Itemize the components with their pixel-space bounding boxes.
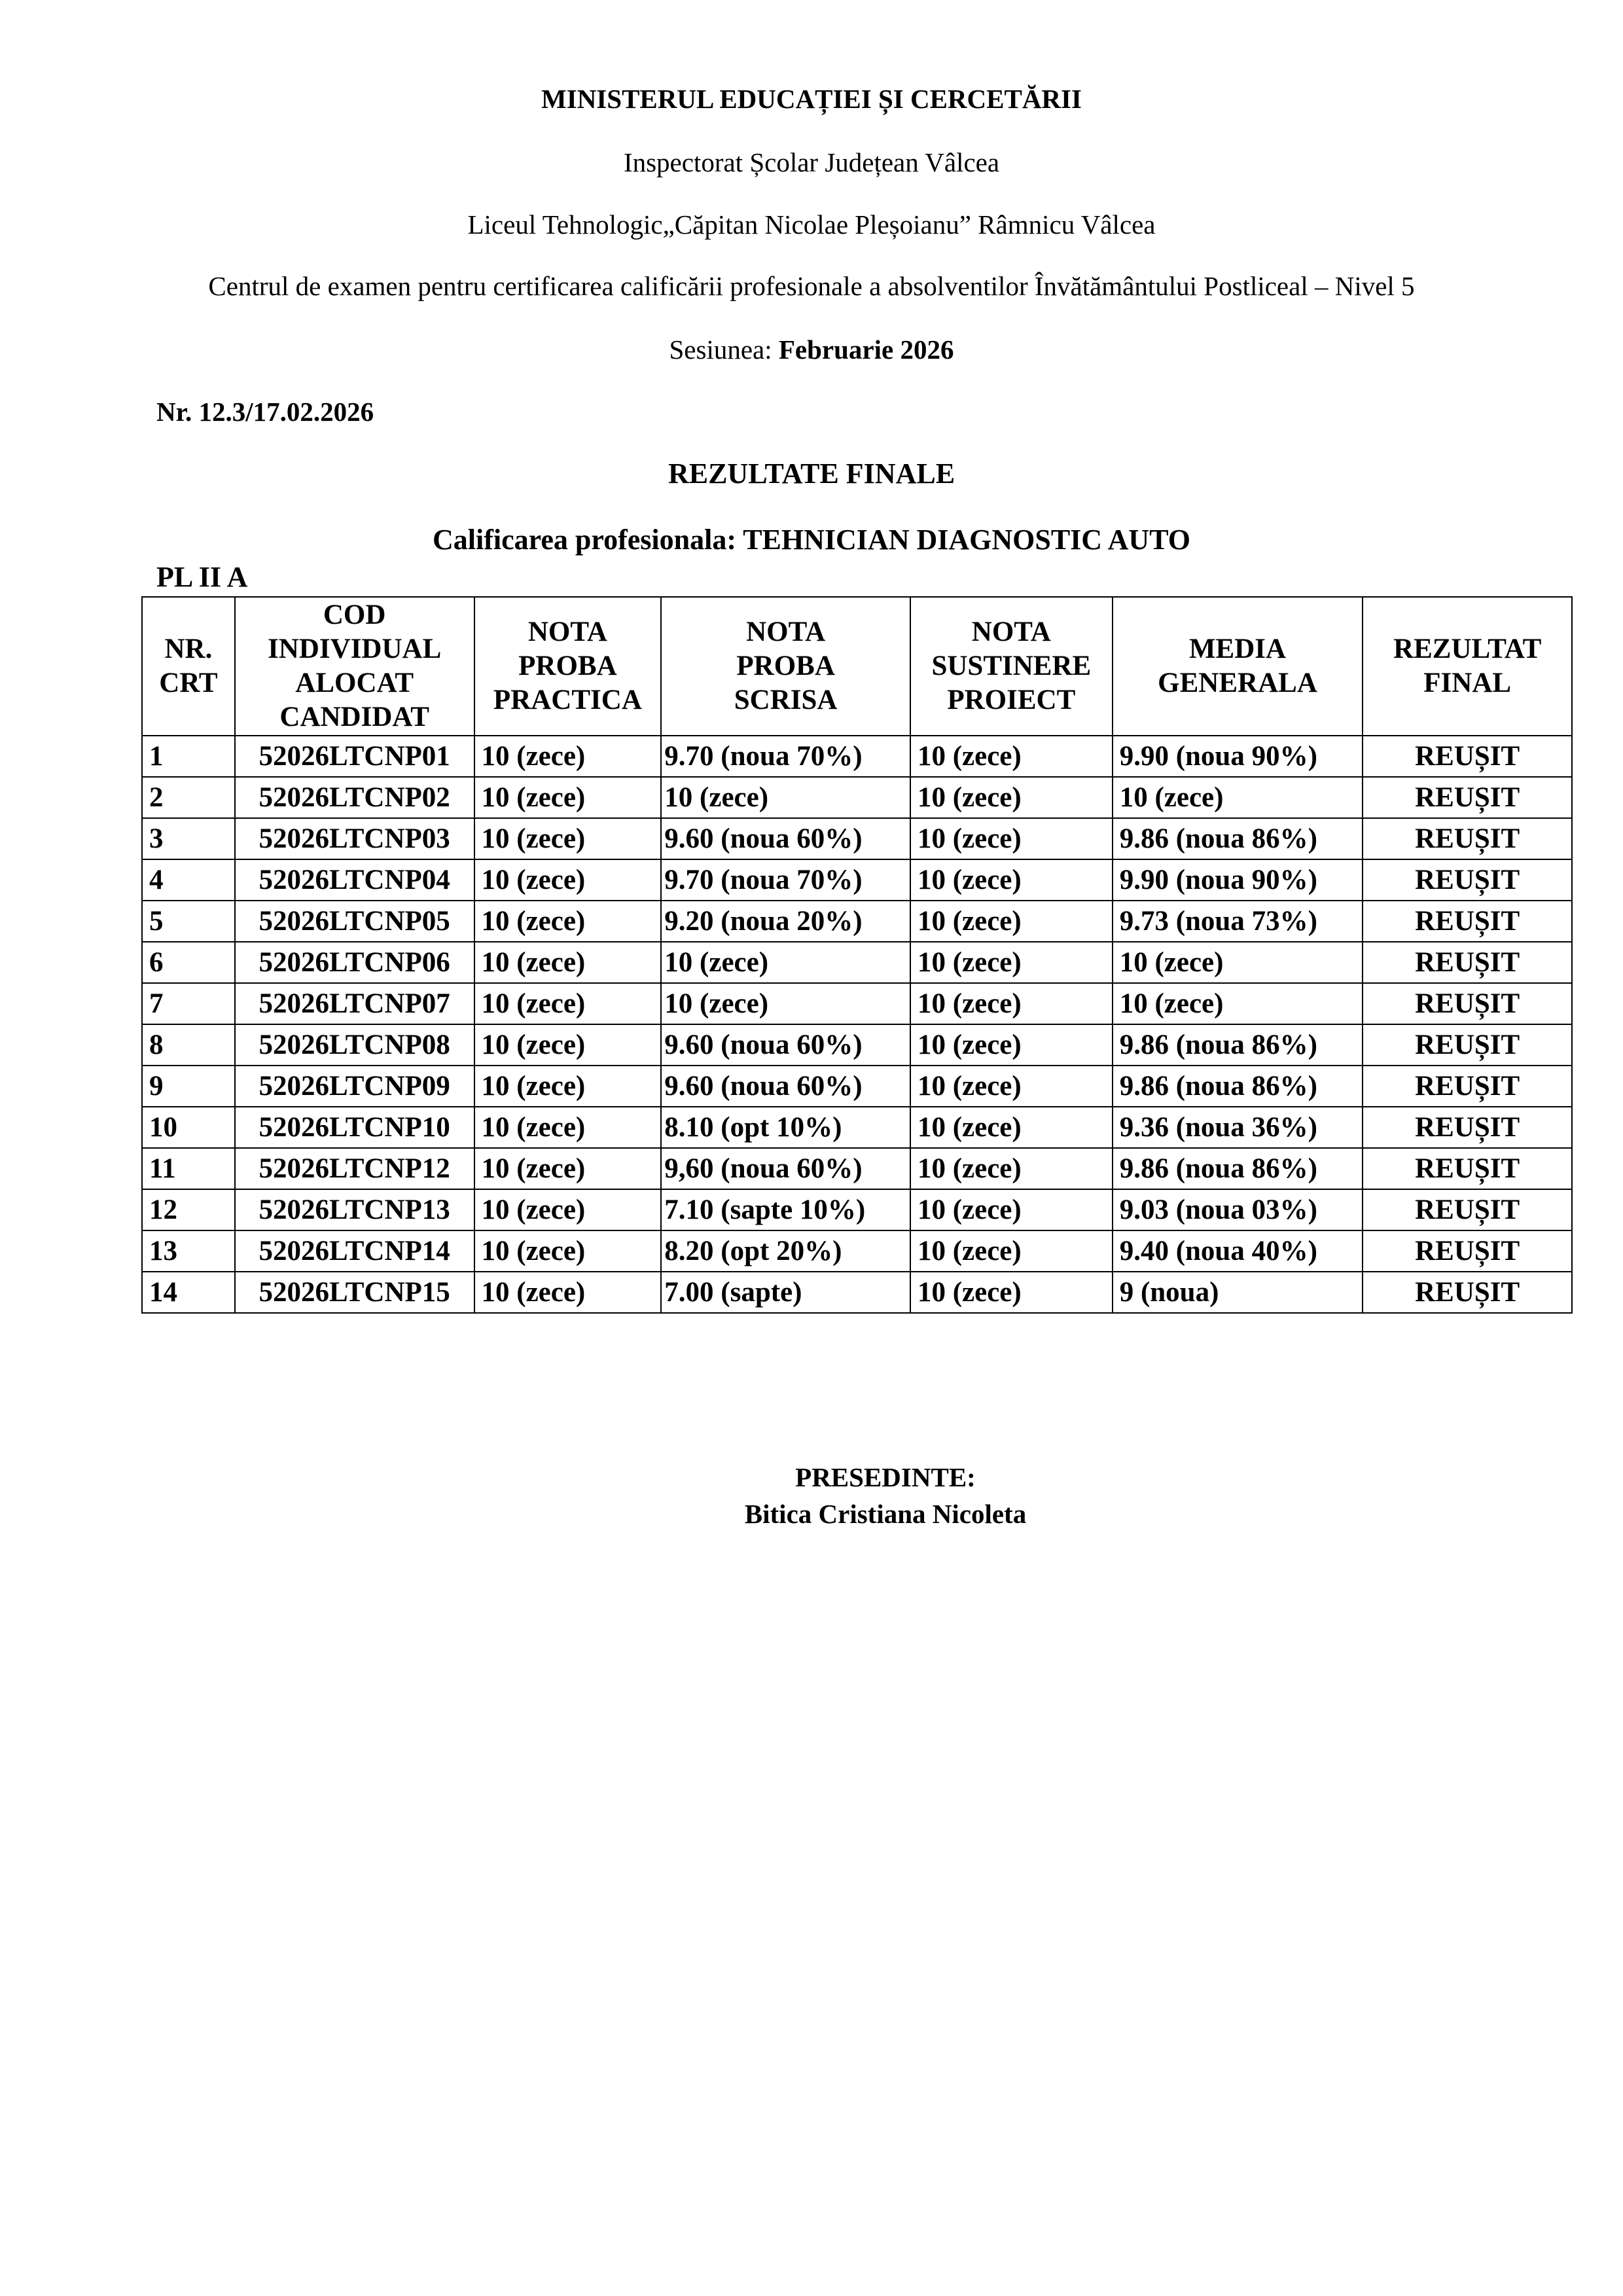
column-header-line: NOTA [527, 617, 607, 647]
cell-media-generala: 9.86 (noua 86%) [1113, 1148, 1363, 1189]
cell-cod-candidat: 52026LTCNP03 [235, 818, 474, 859]
cell-nota-proba-scrisa: 10 (zece) [661, 942, 910, 983]
cell-cod-candidat: 52026LTCNP05 [235, 901, 474, 942]
cell-media-generala: 10 (zece) [1113, 983, 1363, 1024]
school-line: Liceul Tehnologic„Căpitan Nicolae Pleșoianu” Râmnicu Vâlcea [467, 209, 1156, 240]
column-header-cod-candidat [235, 597, 474, 736]
cell-nota-proba-practica: 10 (zece) [474, 901, 662, 942]
results-table [141, 596, 1573, 1314]
cell-cod-candidat: 52026LTCNP01 [235, 736, 474, 777]
cell-cod-candidat: 52026LTCNP08 [235, 1024, 474, 1066]
cell-media-generala: 9.86 (noua 86%) [1113, 818, 1363, 859]
cell-media-generala: 9.40 (noua 40%) [1113, 1230, 1363, 1272]
cell-cod-candidat: 52026LTCNP06 [235, 942, 474, 983]
table-row [142, 1272, 1572, 1313]
column-header-line: PROBA [736, 651, 835, 681]
column-header-line: CRT [159, 668, 218, 698]
table-row [142, 736, 1572, 777]
cell-rezultat-final: REUȘIT [1363, 1066, 1572, 1107]
column-header-line: REZULTAT [1393, 634, 1542, 664]
table-header-row [142, 597, 1572, 736]
column-header-nota-sustinere-proiect [910, 597, 1113, 736]
cell-media-generala: 9.03 (noua 03%) [1113, 1189, 1363, 1230]
column-header-line: INDIVIDUAL [268, 634, 442, 664]
cell-media-generala: 10 (zece) [1113, 942, 1363, 983]
cell-nota-proba-practica: 10 (zece) [474, 1230, 662, 1272]
cell-cod-candidat: 52026LTCNP15 [235, 1272, 474, 1313]
cell-nota-sustinere-proiect: 10 (zece) [910, 859, 1113, 901]
cell-media-generala: 9.36 (noua 36%) [1113, 1107, 1363, 1148]
cell-nota-proba-scrisa: 9,60 (noua 60%) [661, 1148, 910, 1189]
column-header-media-generala [1113, 597, 1363, 736]
cell-nota-proba-scrisa: 9.70 (noua 70%) [661, 859, 910, 901]
table-row [142, 1107, 1572, 1148]
column-header-line: SCRISA [734, 685, 838, 715]
column-header-line: FINAL [1423, 668, 1512, 698]
cell-nota-proba-practica: 10 (zece) [474, 859, 662, 901]
cell-media-generala: 9.90 (noua 90%) [1113, 859, 1363, 901]
cell-nota-sustinere-proiect: 10 (zece) [910, 1189, 1113, 1230]
cell-cod-candidat: 52026LTCNP09 [235, 1066, 474, 1107]
session-value: Februarie 2026 [778, 334, 954, 365]
column-header-nota-proba-practica [474, 597, 662, 736]
cell-nota-sustinere-proiect: 10 (zece) [910, 942, 1113, 983]
cell-nota-proba-scrisa: 8.20 (opt 20%) [661, 1230, 910, 1272]
cell-nr-crt: 5 [142, 901, 235, 942]
cell-media-generala: 9 (noua) [1113, 1272, 1363, 1313]
cell-nr-crt: 8 [142, 1024, 235, 1066]
cell-nr-crt: 1 [142, 736, 235, 777]
column-header-line: ALOCAT [295, 668, 414, 698]
cell-nr-crt: 10 [142, 1107, 235, 1148]
column-header-line: PROIECT [947, 685, 1076, 715]
session-line [0, 333, 1623, 366]
cell-media-generala: 9.86 (noua 86%) [1113, 1066, 1363, 1107]
cell-rezultat-final: REUȘIT [1363, 777, 1572, 818]
cell-nota-sustinere-proiect: 10 (zece) [910, 1066, 1113, 1107]
cell-nota-sustinere-proiect: 10 (zece) [910, 1024, 1113, 1066]
cell-media-generala: 9.86 (noua 86%) [1113, 1024, 1363, 1066]
column-header-line: SUSTINERE [931, 651, 1092, 681]
cell-nr-crt: 13 [142, 1230, 235, 1272]
cell-cod-candidat: 52026LTCNP04 [235, 859, 474, 901]
cell-nota-sustinere-proiect: 10 (zece) [910, 777, 1113, 818]
table-row [142, 1189, 1572, 1230]
cell-rezultat-final: REUȘIT [1363, 1189, 1572, 1230]
cell-nota-sustinere-proiect: 10 (zece) [910, 1107, 1113, 1148]
cell-nota-proba-practica: 10 (zece) [474, 1066, 662, 1107]
column-header-line: GENERALA [1158, 668, 1317, 698]
cell-nr-crt: 6 [142, 942, 235, 983]
cell-nota-sustinere-proiect: 10 (zece) [910, 901, 1113, 942]
cell-nr-crt: 14 [142, 1272, 235, 1313]
ministry-title: MINISTERUL EDUCAȚIEI ȘI CERCETĂRII [541, 84, 1082, 114]
inspectorate-line: Inspectorat Școlar Județean Vâlcea [623, 147, 1000, 177]
cell-nota-proba-practica: 10 (zece) [474, 1272, 662, 1313]
cell-nr-crt: 3 [142, 818, 235, 859]
column-header-nr-crt [142, 597, 235, 736]
qualification: Calificarea profesionala: TEHNICIAN DIAGNOSTIC AUTO [433, 524, 1190, 556]
cell-rezultat-final: REUȘIT [1363, 818, 1572, 859]
cell-cod-candidat: 52026LTCNP12 [235, 1148, 474, 1189]
cell-nota-sustinere-proiect: 10 (zece) [910, 983, 1113, 1024]
group-label: PL II A [156, 561, 248, 593]
cell-nr-crt: 2 [142, 777, 235, 818]
cell-nr-crt: 11 [142, 1148, 235, 1189]
cell-nota-proba-practica: 10 (zece) [474, 1189, 662, 1230]
cell-nota-proba-practica: 10 (zece) [474, 777, 662, 818]
table-row [142, 1230, 1572, 1272]
cell-nota-proba-practica: 10 (zece) [474, 1024, 662, 1066]
cell-media-generala: 10 (zece) [1113, 777, 1363, 818]
cell-nota-proba-practica: 10 (zece) [474, 736, 662, 777]
table-row [142, 983, 1572, 1024]
cell-nota-proba-scrisa: 9.70 (noua 70%) [661, 736, 910, 777]
cell-nota-proba-scrisa: 9.60 (noua 60%) [661, 1024, 910, 1066]
cell-cod-candidat: 52026LTCNP14 [235, 1230, 474, 1272]
cell-cod-candidat: 52026LTCNP13 [235, 1189, 474, 1230]
column-header-nota-proba-scrisa [661, 597, 910, 736]
table-row [142, 942, 1572, 983]
cell-nota-proba-practica: 10 (zece) [474, 818, 662, 859]
signature-role: PRESEDINTE: [795, 1462, 976, 1492]
cell-nota-proba-scrisa: 10 (zece) [661, 983, 910, 1024]
cell-media-generala: 9.73 (noua 73%) [1113, 901, 1363, 942]
cell-cod-candidat: 52026LTCNP10 [235, 1107, 474, 1148]
session-label: Sesiunea: [669, 334, 779, 365]
cell-nota-sustinere-proiect: 10 (zece) [910, 1148, 1113, 1189]
document-number: Nr. 12.3/17.02.2026 [156, 397, 374, 427]
column-header-line: COD [323, 600, 386, 630]
signature-name: Bitica Cristiana Nicoleta [744, 1499, 1027, 1529]
cell-nota-proba-practica: 10 (zece) [474, 1107, 662, 1148]
cell-nota-proba-scrisa: 10 (zece) [661, 777, 910, 818]
cell-rezultat-final: REUȘIT [1363, 942, 1572, 983]
cell-rezultat-final: REUȘIT [1363, 1024, 1572, 1066]
cell-nota-proba-scrisa: 7.10 (sapte 10%) [661, 1189, 910, 1230]
table-row [142, 901, 1572, 942]
cell-nota-proba-practica: 10 (zece) [474, 983, 662, 1024]
table-row [142, 1148, 1572, 1189]
table-row [142, 1024, 1572, 1066]
column-header-line: NR. [164, 634, 213, 664]
cell-rezultat-final: REUȘIT [1363, 1107, 1572, 1148]
cell-rezultat-final: REUȘIT [1363, 1272, 1572, 1313]
column-header-rezultat-final [1363, 597, 1572, 736]
cell-cod-candidat: 52026LTCNP07 [235, 983, 474, 1024]
cell-nr-crt: 7 [142, 983, 235, 1024]
cell-nota-sustinere-proiect: 10 (zece) [910, 1272, 1113, 1313]
cell-nota-sustinere-proiect: 10 (zece) [910, 1230, 1113, 1272]
cell-nota-sustinere-proiect: 10 (zece) [910, 736, 1113, 777]
cell-nota-proba-practica: 10 (zece) [474, 1148, 662, 1189]
cell-nota-sustinere-proiect: 10 (zece) [910, 818, 1113, 859]
cell-nota-proba-scrisa: 8.10 (opt 10%) [661, 1107, 910, 1148]
cell-nr-crt: 4 [142, 859, 235, 901]
table-row [142, 818, 1572, 859]
column-header-line: CANDIDAT [279, 702, 429, 732]
cell-rezultat-final: REUȘIT [1363, 736, 1572, 777]
cell-nota-proba-practica: 10 (zece) [474, 942, 662, 983]
table-row [142, 777, 1572, 818]
exam-center-line: Centrul de examen pentru certificarea calificării profesionale a absolventilor Învătământului Postliceal – Nivel 5 [208, 271, 1415, 301]
column-header-line: PRACTICA [493, 685, 642, 715]
cell-cod-candidat: 52026LTCNP02 [235, 777, 474, 818]
document-title: REZULTATE FINALE [668, 457, 955, 490]
column-header-line: MEDIA [1188, 634, 1287, 664]
table-row [142, 1066, 1572, 1107]
cell-media-generala: 9.90 (noua 90%) [1113, 736, 1363, 777]
cell-rezultat-final: REUȘIT [1363, 901, 1572, 942]
column-header-line: PROBA [518, 651, 617, 681]
cell-nota-proba-scrisa: 9.20 (noua 20%) [661, 901, 910, 942]
cell-nr-crt: 12 [142, 1189, 235, 1230]
cell-nota-proba-scrisa: 9.60 (noua 60%) [661, 818, 910, 859]
cell-rezultat-final: REUȘIT [1363, 983, 1572, 1024]
cell-rezultat-final: REUȘIT [1363, 1230, 1572, 1272]
table-row [142, 859, 1572, 901]
cell-nr-crt: 9 [142, 1066, 235, 1107]
cell-rezultat-final: REUȘIT [1363, 859, 1572, 901]
cell-rezultat-final: REUȘIT [1363, 1148, 1572, 1189]
column-header-line: NOTA [971, 617, 1051, 647]
cell-nota-proba-scrisa: 7.00 (sapte) [661, 1272, 910, 1313]
cell-nota-proba-scrisa: 9.60 (noua 60%) [661, 1066, 910, 1107]
column-header-line: NOTA [746, 617, 826, 647]
